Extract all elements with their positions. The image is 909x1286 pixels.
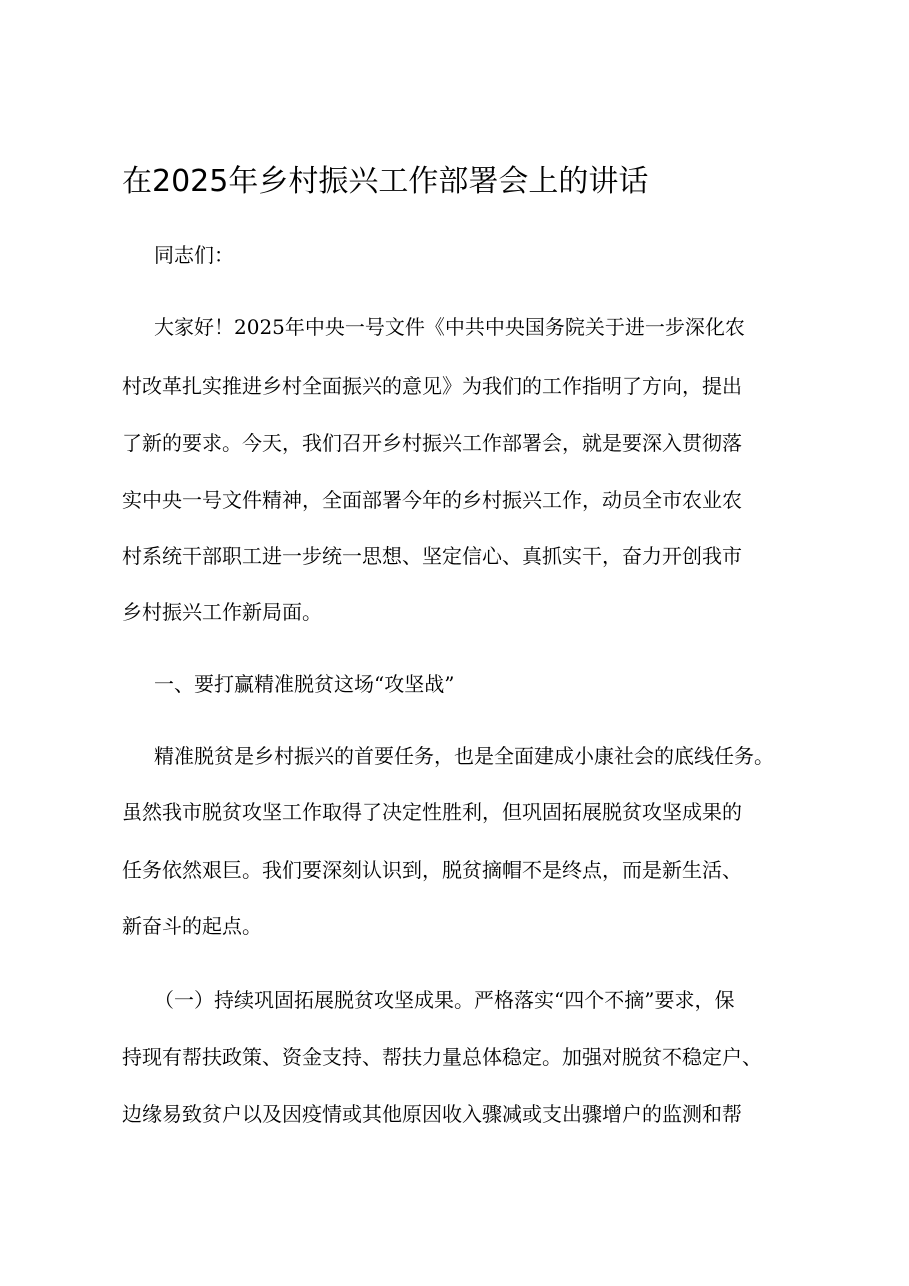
- paragraph-1-line-5: 村系统干部职工进一步统一思想、坚定信心、真抓实干，奋力开创我市: [122, 544, 742, 568]
- page-title: 在2025年乡村振兴工作部署会上的讲话: [122, 164, 649, 199]
- section-heading-1: 一、要打赢精准脱贫这场“攻坚战”: [154, 672, 455, 696]
- paragraph-2-line-3: 任务依然艰巨。我们要深刻认识到，脱贫摘帽不是终点，而是新生活、: [122, 858, 742, 882]
- paragraph-2-line-4: 新奋斗的起点。: [122, 914, 262, 938]
- salutation: 同志们：: [154, 243, 234, 267]
- paragraph-1-line-2: 村改革扎实推进乡村全面振兴的意见》为我们的工作指明了方向，提出: [122, 374, 742, 398]
- paragraph-1-line-3: 了新的要求。今天，我们召开乡村振兴工作部署会，就是要深入贯彻落: [122, 431, 742, 455]
- paragraph-1-line-4: 实中央一号文件精神，全面部署今年的乡村振兴工作，动员全市农业农: [122, 488, 742, 512]
- paragraph-3-line-2: 持现有帮扶政策、资金支持、帮扶力量总体稳定。加强对脱贫不稳定户、: [122, 1045, 762, 1069]
- paragraph-3-line-3: 边缘易致贫户以及因疫情或其他原因收入骤减或支出骤增户的监测和帮: [122, 1102, 742, 1126]
- paragraph-1-line-6: 乡村振兴工作新局面。: [122, 600, 322, 624]
- paragraph-2-line-2: 虽然我市脱贫攻坚工作取得了决定性胜利，但巩固拓展脱贫攻坚成果的: [122, 800, 742, 824]
- paragraph-1-line-1: 大家好！2025年中央一号文件《中共中央国务院关于进一步深化农: [154, 315, 745, 339]
- paragraph-2-line-1: 精准脱贫是乡村振兴的首要任务，也是全面建成小康社会的底线任务。: [154, 744, 774, 768]
- paragraph-3-line-1: （一）持续巩固拓展脱贫攻坚成果。严格落实“四个不摘”要求，保: [154, 988, 735, 1012]
